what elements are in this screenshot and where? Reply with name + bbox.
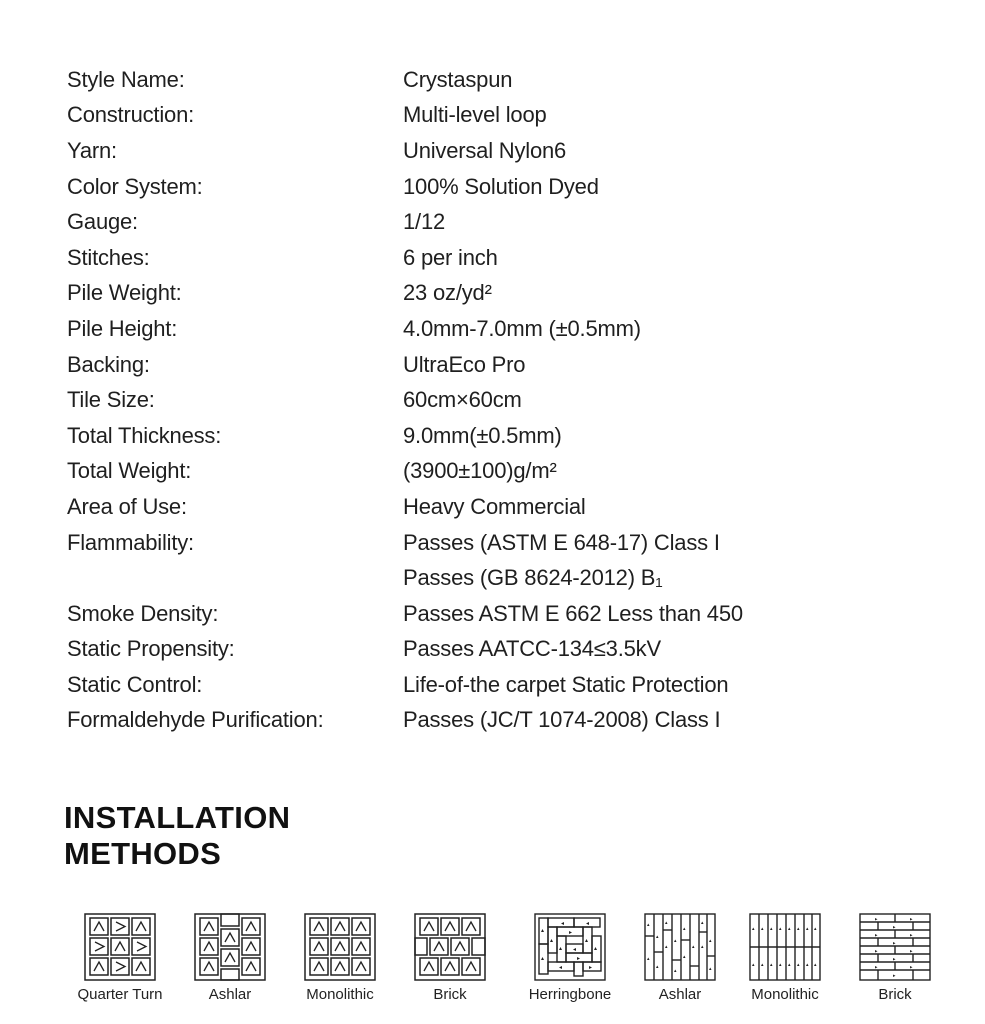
method-brick-square xyxy=(400,912,500,1003)
svg-text:▸: ▸ xyxy=(893,956,896,963)
svg-text:▸: ▸ xyxy=(893,924,896,931)
svg-text:▴: ▴ xyxy=(797,962,800,968)
svg-text:▴: ▴ xyxy=(814,926,817,932)
svg-text:▴: ▴ xyxy=(585,937,589,944)
spec-row-stitches xyxy=(67,240,947,276)
svg-text:▴: ▴ xyxy=(770,926,773,932)
spec-value: 4.0mm-7.0mm (±0.5mm) xyxy=(403,315,641,341)
spec-row-static-propensity xyxy=(67,632,947,668)
spec-row-pile-weight xyxy=(67,276,947,312)
spec-label: Smoke Density: xyxy=(67,600,219,626)
svg-text:▴: ▴ xyxy=(683,926,686,932)
spec-row-smoke-density xyxy=(67,596,947,632)
svg-text:▴: ▴ xyxy=(806,962,809,968)
herringbone-plank-icon xyxy=(510,912,630,982)
svg-text:▴: ▴ xyxy=(752,962,755,968)
quarter-turn-icon xyxy=(60,912,180,982)
spec-row-pile-height xyxy=(67,311,947,347)
spec-value: Heavy Commercial xyxy=(403,493,586,519)
spec-value: (3900±100)g/m² xyxy=(403,458,557,484)
svg-text:▴: ▴ xyxy=(788,962,791,968)
svg-text:▸: ▸ xyxy=(910,932,913,939)
svg-text:▸: ▸ xyxy=(569,929,573,936)
spec-row-construction xyxy=(67,98,947,134)
svg-text:▴: ▴ xyxy=(665,944,668,950)
method-quarter-turn xyxy=(60,912,180,1003)
method-ashlar-square xyxy=(180,912,280,1003)
spec-row-formaldehyde xyxy=(67,703,947,739)
svg-text:▸: ▸ xyxy=(875,932,878,939)
spec-label: Pile Weight: xyxy=(67,280,182,306)
spec-row-backing xyxy=(67,347,947,383)
svg-text:▴: ▴ xyxy=(797,926,800,932)
spec-row-static-control xyxy=(67,667,947,703)
brick-plank-icon xyxy=(845,912,945,982)
svg-text:▴: ▴ xyxy=(770,962,773,968)
spec-label: Gauge: xyxy=(67,209,138,235)
svg-text:▸: ▸ xyxy=(893,973,896,979)
svg-text:▴: ▴ xyxy=(541,927,545,934)
spec-label: Flammability: xyxy=(67,529,194,555)
svg-text:▸: ▸ xyxy=(589,964,593,971)
spec-label: Style Name: xyxy=(67,66,185,92)
installation-methods xyxy=(0,912,985,1022)
svg-text:▴: ▴ xyxy=(709,938,712,944)
method-ashlar-plank xyxy=(630,912,730,1003)
spec-value: 1/12 xyxy=(403,209,446,235)
spec-label: Static Control: xyxy=(67,671,203,697)
spec-row-tile-size xyxy=(67,382,947,418)
method-herringbone xyxy=(510,912,630,1003)
svg-text:▴: ▴ xyxy=(779,962,782,968)
svg-text:▴: ▴ xyxy=(701,920,704,926)
method-label: Monolithic xyxy=(306,986,374,1003)
svg-text:▸: ▸ xyxy=(875,964,878,971)
svg-text:▴: ▴ xyxy=(683,954,686,960)
spec-row-gauge xyxy=(67,204,947,240)
svg-text:▴: ▴ xyxy=(656,934,659,940)
spec-value: Passes (GB 8624-2012) B₁ xyxy=(403,565,663,591)
svg-text:◂: ◂ xyxy=(586,920,590,927)
spec-row-area-of-use xyxy=(67,489,947,525)
spec-value: Passes ASTM E 662 Less than 450 xyxy=(403,600,743,626)
method-label: Ashlar xyxy=(658,986,702,1003)
spec-row-color-system xyxy=(67,169,947,205)
svg-text:▴: ▴ xyxy=(559,945,563,952)
svg-text:▸: ▸ xyxy=(893,940,896,947)
spec-label: Total Weight: xyxy=(67,458,192,484)
spec-value: 100% Solution Dyed xyxy=(403,173,599,199)
spec-row-total-weight xyxy=(67,454,947,490)
spec-label: Tile Size: xyxy=(67,387,155,413)
svg-text:▴: ▴ xyxy=(550,937,554,944)
spec-label: Backing: xyxy=(67,351,150,377)
ashlar-square-icon xyxy=(180,912,280,982)
svg-text:▴: ▴ xyxy=(594,945,598,952)
svg-text:▴: ▴ xyxy=(761,926,764,932)
svg-text:▴: ▴ xyxy=(814,962,817,968)
method-label: Monolithic xyxy=(751,986,819,1003)
spec-label: Construction: xyxy=(67,102,195,128)
spec-value: Passes (ASTM E 648-17) Class I xyxy=(403,529,720,555)
svg-text:▴: ▴ xyxy=(647,922,650,928)
method-label: Quarter Turn xyxy=(77,986,163,1003)
svg-text:▴: ▴ xyxy=(541,955,545,962)
spec-value: UltraEco Pro xyxy=(403,351,526,377)
svg-text:▴: ▴ xyxy=(779,926,782,932)
method-label: Ashlar xyxy=(208,986,252,1003)
spec-value: 6 per inch xyxy=(403,244,498,270)
spec-value: Life-of-the carpet Static Protection xyxy=(403,671,729,697)
svg-text:▸: ▸ xyxy=(910,964,913,971)
spec-value: Passes AATCC-134≤3.5kV xyxy=(403,636,661,662)
svg-text:▸: ▸ xyxy=(875,916,878,923)
installation-heading-line1: INSTALLATION xyxy=(64,800,291,835)
svg-text:▴: ▴ xyxy=(665,920,668,926)
svg-text:▴: ▴ xyxy=(656,964,659,970)
svg-text:▴: ▴ xyxy=(692,944,695,950)
method-monolithic-plank xyxy=(735,912,835,1003)
svg-text:▴: ▴ xyxy=(788,926,791,932)
spec-label: Stitches: xyxy=(67,244,150,270)
svg-text:◂: ◂ xyxy=(561,920,565,927)
svg-text:◂: ◂ xyxy=(573,946,577,953)
spec-label: Yarn: xyxy=(67,137,117,163)
spec-row-total-thickness xyxy=(67,418,947,454)
spec-label: Area of Use: xyxy=(67,493,187,519)
svg-text:▸: ▸ xyxy=(910,916,913,923)
spec-value: Passes (JC/T 1074-2008) Class I xyxy=(403,707,721,733)
spec-label: Static Propensity: xyxy=(67,636,235,662)
spec-row-flammability-gb xyxy=(67,560,947,596)
svg-text:▴: ▴ xyxy=(674,938,677,944)
svg-text:▴: ▴ xyxy=(752,926,755,932)
installation-heading xyxy=(64,800,290,872)
spec-row-style-name xyxy=(67,62,947,98)
spec-label: Color System: xyxy=(67,173,203,199)
spec-table xyxy=(67,62,947,738)
svg-text:▸: ▸ xyxy=(910,948,913,955)
ashlar-plank-icon xyxy=(630,912,730,982)
spec-label: Formaldehyde Purification: xyxy=(67,707,324,733)
spec-value: 23 oz/yd² xyxy=(403,280,492,306)
svg-text:▴: ▴ xyxy=(806,926,809,932)
method-label: Herringbone xyxy=(528,986,612,1003)
svg-text:◂: ◂ xyxy=(559,964,563,971)
spec-value: Multi-level loop xyxy=(403,102,547,128)
spec-row-yarn xyxy=(67,133,947,169)
svg-text:▴: ▴ xyxy=(701,944,704,950)
brick-square-icon xyxy=(400,912,500,982)
spec-value: Universal Nylon6 xyxy=(403,137,567,163)
method-brick-plank xyxy=(845,912,945,1003)
svg-text:▴: ▴ xyxy=(709,966,712,972)
spec-label: Pile Height: xyxy=(67,315,178,341)
svg-text:▴: ▴ xyxy=(647,956,650,962)
svg-text:▸: ▸ xyxy=(577,955,581,962)
method-monolithic-square xyxy=(290,912,390,1003)
spec-value: 9.0mm(±0.5mm) xyxy=(403,422,562,448)
spec-value: 60cm×60cm xyxy=(403,387,522,413)
method-label: Brick xyxy=(878,986,912,1003)
monolithic-plank-icon xyxy=(735,912,835,982)
spec-label: Total Thickness: xyxy=(67,422,222,448)
method-label: Brick xyxy=(433,986,467,1003)
monolithic-square-icon xyxy=(290,912,390,982)
spec-value: Crystaspun xyxy=(403,66,513,92)
installation-heading-line2: METHODS xyxy=(64,836,222,871)
svg-text:▸: ▸ xyxy=(875,948,878,955)
spec-row-flammability xyxy=(67,525,947,561)
svg-text:▴: ▴ xyxy=(761,962,764,968)
svg-text:▴: ▴ xyxy=(674,968,677,974)
